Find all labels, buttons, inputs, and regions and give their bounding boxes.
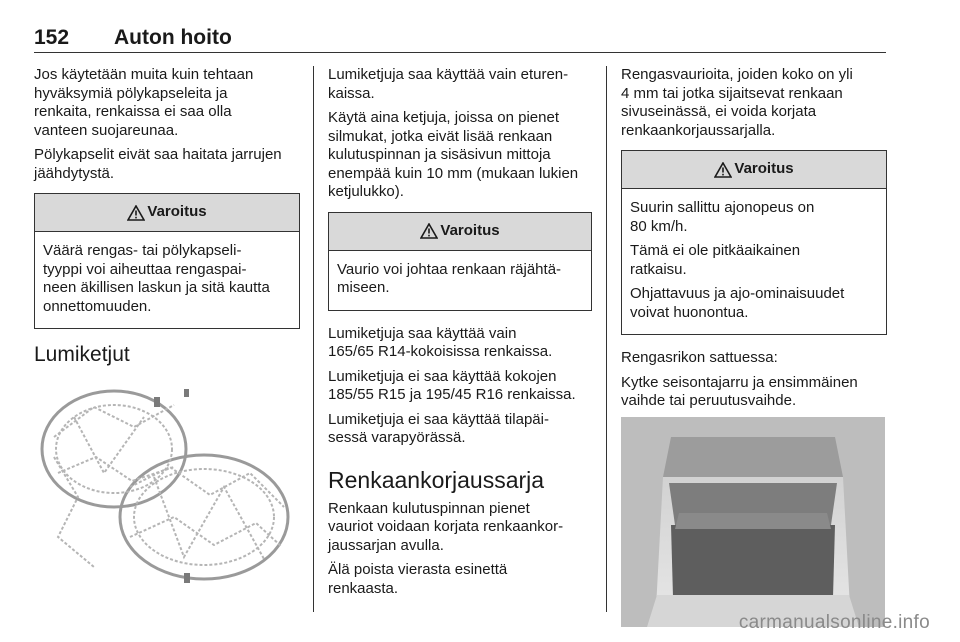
paragraph-handbrake-gear: Kytke seisontajarru ja ensimmäinen vaihde tai peruutusvaihde. xyxy=(621,373,858,409)
warning-text: Vaurio voi johtaa renkaan räjähtä- miseen. xyxy=(337,260,562,296)
warning-title: Varoitus xyxy=(440,221,500,239)
warning-header xyxy=(622,151,886,189)
section-heading-repair-kit: Renkaankorjaussarja xyxy=(328,466,545,493)
warning-body xyxy=(622,189,886,334)
warning-title: Varoitus xyxy=(734,160,794,178)
warning-triangle-icon xyxy=(127,205,145,221)
paragraph-brake-cooling: Pölykapselit eivät saa haitata jarrujen jäähdytystä. xyxy=(34,146,282,182)
watermark: carmanualsonline.info xyxy=(738,612,930,633)
paragraph-spare-wheel: Lumiketjuja ei saa käyttää tilapäi- sessä varapyörässä. xyxy=(328,410,549,446)
chapter-title: Auton hoito xyxy=(114,26,232,49)
paragraph-hubcaps: Jos käytetään muita kuin tehtaan hyväksymiä pölykapseleita ja renkaita, renkaissa ei saa olla vanteen suojareunaa. xyxy=(34,66,254,139)
snow-chain-illustration xyxy=(34,377,298,591)
warning-triangle-icon xyxy=(714,162,732,178)
warning-box-speed xyxy=(621,150,887,335)
paragraph-front-wheels: Lumiketjuja saa käyttää vain eturen- kaissa. xyxy=(328,66,569,102)
page-header xyxy=(34,24,886,53)
warning-text-speed: Suurin sallittu ajonopeus on 80 km/h. xyxy=(630,199,815,235)
column-1 xyxy=(34,66,300,591)
warning-title: Varoitus xyxy=(147,203,207,221)
paragraph-flat-tyre: Rengasrikon sattuessa: xyxy=(621,349,778,366)
paragraph-size-r15-r16: Lumiketjuja ei saa käyttää kokojen 185/55 R15 ja 195/45 R16 renkaissa. xyxy=(328,367,576,403)
car-trunk-photo xyxy=(621,417,885,627)
column-divider-1 xyxy=(313,66,314,612)
page-number: 152 xyxy=(34,26,70,49)
warning-body xyxy=(329,251,591,310)
column-divider-2 xyxy=(606,66,607,612)
warning-box-tyre-type xyxy=(34,193,300,329)
column-3 xyxy=(621,66,887,627)
warning-header xyxy=(329,213,591,251)
warning-triangle-icon xyxy=(420,223,438,239)
paragraph-damage-limits: Rengasvaurioita, joiden koko on yli 4 mm tai jotka sijaitsevat renkaan sivuseinässä, ei voida korjata renkaankorjaussarjalla. xyxy=(621,66,853,139)
warning-text-handling: Ohjattavuus ja ajo-ominaisuudet voivat huonontua. xyxy=(630,285,845,321)
section-heading-snow-chains: Lumiketjut xyxy=(34,343,130,366)
paragraph-chain-links: Käytä aina ketjuja, joissa on pienet silmukat, jotka eivät lisää renkaan kulutuspinnan ja sisäsivun mittoja enempää kuin 10 mm (mukaan lukien ketjulukko). xyxy=(328,109,579,200)
warning-box-tyre-burst xyxy=(328,212,592,311)
warning-text-temporary: Tämä ei ole pitkäaikainen ratkaisu. xyxy=(630,242,801,278)
warning-header xyxy=(35,194,299,232)
warning-body xyxy=(35,232,299,328)
paragraph-foreign-object: Älä poista vierasta esinettä renkaasta. xyxy=(328,561,508,597)
paragraph-repair-minor: Renkaan kulutuspinnan pienet vauriot voidaan korjata renkaankor- jaussarjan avulla. xyxy=(328,499,564,554)
column-2 xyxy=(328,66,592,604)
warning-text: Väärä rengas- tai pölykapseli- tyyppi voi aiheuttaa rengaspai- neen äkillisen laskun ja sitä kautta onnettomuuden. xyxy=(43,242,270,315)
paragraph-size-r14: Lumiketjuja saa käyttää vain 165/65 R14-kokoisissa renkaissa. xyxy=(328,324,553,360)
